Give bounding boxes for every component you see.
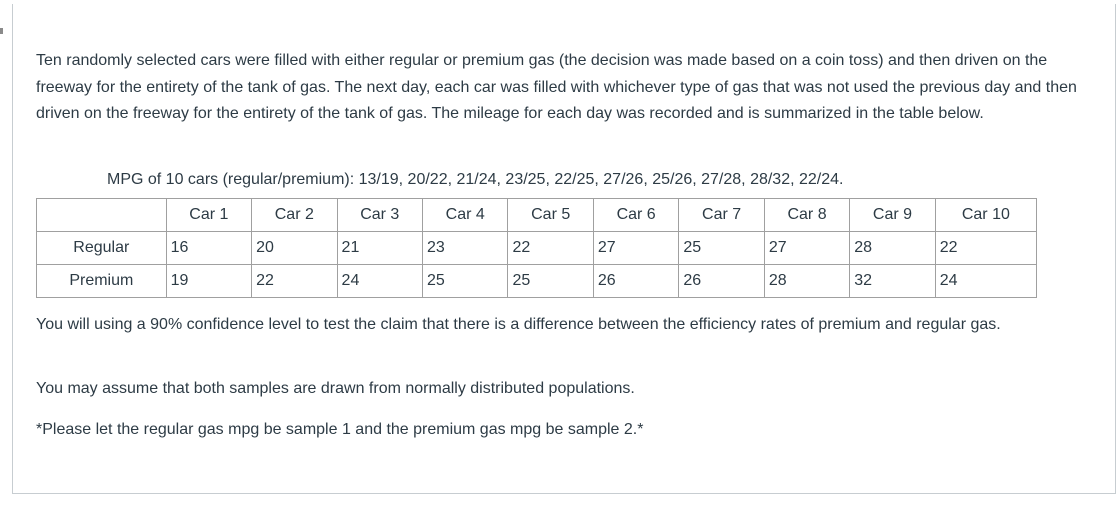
table-cell: 23	[423, 232, 508, 265]
table-cell: 28	[850, 232, 935, 265]
table-header-car-5: Car 5	[508, 199, 593, 232]
assumption-text: You may assume that both samples are drawn from normally distributed populations.	[36, 380, 635, 397]
mpg-table	[36, 198, 1037, 298]
test-statement: You will using a 90% confidence level to test the claim that there is a difference between the efficiency rates of premium and regular gas.	[36, 316, 1001, 333]
table-header-corner	[37, 199, 167, 232]
table-cell: 16	[166, 232, 251, 265]
table-header-car-2: Car 2	[252, 199, 337, 232]
table-cell: 21	[337, 232, 422, 265]
table-header-car-6: Car 6	[593, 199, 678, 232]
table-cell: 32	[850, 265, 935, 298]
table-cell: 19	[166, 265, 251, 298]
table-header-car-1: Car 1	[166, 199, 251, 232]
table-header-car-4: Car 4	[423, 199, 508, 232]
table-cell: 20	[252, 232, 337, 265]
table-header-car-3: Car 3	[337, 199, 422, 232]
table-cell: 24	[935, 265, 1036, 298]
table-cell: 25	[423, 265, 508, 298]
table-cell: 25	[679, 232, 764, 265]
table-header-car-9: Car 9	[850, 199, 935, 232]
table-cell: 22	[935, 232, 1036, 265]
table-cell: 26	[593, 265, 678, 298]
scroll-edge-marker	[0, 28, 3, 34]
table-header-car-7: Car 7	[679, 199, 764, 232]
table-header-car-8: Car 8	[764, 199, 849, 232]
table-cell: 25	[508, 265, 593, 298]
row-label-regular: Regular	[37, 232, 167, 265]
problem-intro: Ten randomly selected cars were filled with either regular or premium gas (the decision was made based on a coin toss) and then driven on the freeway for the entirety of the tank of gas. The next day, each car was filled with whichever type of gas that was not used the previous day and then driven on the freeway for the entirety of the tank of gas. The mileage for each day was recorded and is summarized in the table below.	[36, 52, 1077, 122]
table-cell: 27	[593, 232, 678, 265]
table-caption: MPG of 10 cars (regular/premium): 13/19, 20/22, 21/24, 23/25, 22/25, 27/26, 25/26, 27/28, 28/32, 22/24.	[107, 171, 844, 188]
table-cell: 22	[508, 232, 593, 265]
table-header-car-10: Car 10	[935, 199, 1036, 232]
table-cell: 26	[679, 265, 764, 298]
table-cell: 22	[252, 265, 337, 298]
table-row-premium	[37, 265, 1037, 298]
table-cell: 24	[337, 265, 422, 298]
table-cell: 27	[764, 232, 849, 265]
table-cell: 28	[764, 265, 849, 298]
table-header-row	[37, 199, 1037, 232]
table-row-regular	[37, 232, 1037, 265]
row-label-premium: Premium	[37, 265, 167, 298]
sample-note: *Please let the regular gas mpg be sample 1 and the premium gas mpg be sample 2.*	[36, 421, 644, 438]
